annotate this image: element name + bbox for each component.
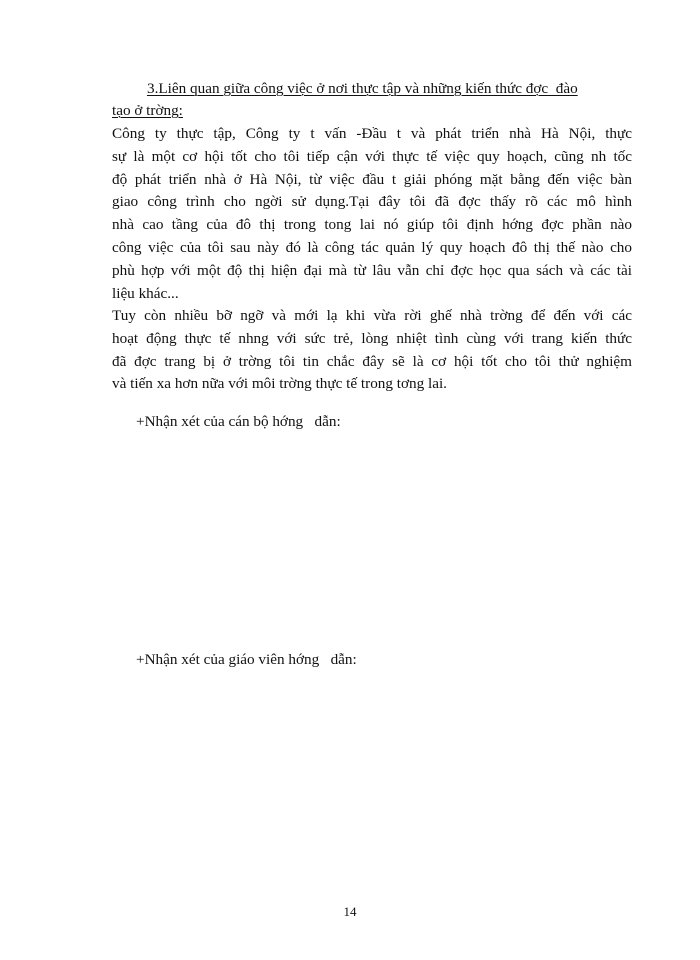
paragraph-line: giao công trình cho ngời sử dụng.Tại đây tôi đã đợc thấy rõ các mô hình xyxy=(112,193,632,211)
paragraph-line: đã đợc trang bị ở trờng tôi tin chắc đây sẽ là cơ hội tốt cho tôi thử nghiệm xyxy=(112,352,632,370)
teacher-comment-label: +Nhận xét của giáo viên hớng dẫn: xyxy=(136,651,357,668)
paragraph-line: độ phát triển nhà ở Hà Nội, từ việc đầu t giải phóng mặt bằng đến việc bàn xyxy=(112,170,632,188)
page-number: 14 xyxy=(343,904,357,919)
paragraph-line: sự là một cơ hội tốt cho tôi tiếp cận với thực tế việc quy hoạch, cũng nh tốc xyxy=(112,147,632,165)
paragraph-line: công việc của tôi sau này đó là công tác quản lý quy hoạch đô thị thế nào cho xyxy=(112,238,632,256)
paragraph-line: nhà cao tầng của đô thị trong tong lai nó giúp tôi định hớng đợc phần nào xyxy=(112,216,632,234)
paragraph-line: phù hợp với một độ thị hiện đại mà từ lâu vẫn chỉ đợc học qua sách và các tài xyxy=(112,261,632,279)
paragraph-experience xyxy=(112,305,632,396)
section-heading-line-2: tạo ở trờng: xyxy=(112,102,183,119)
paragraph-line: Tuy còn nhiều bỡ ngỡ và mới lạ khi vừa rời ghế nhà trờng để đến với các xyxy=(112,307,632,324)
paragraph-line: và tiến xa hơn nữa với môi trờng thực tế trong tơng lai. xyxy=(112,375,447,393)
section-heading-line-1: 3.Liên quan giữa công việc ở nơi thực tập và những kiến thức đợc đào xyxy=(147,80,578,97)
paragraph-line: Công ty thực tập, Công ty t vấn -Đầu t và phát triển nhà Hà Nội, thực xyxy=(112,125,632,142)
paragraph-line: hoạt động thực tế nhng với sức trẻ, lòng nhiệt tình cùng với trang kiến thức xyxy=(112,329,632,347)
paragraph-line: liệu khác... xyxy=(112,284,179,302)
supervisor-comment-label: +Nhận xét của cán bộ hớng dẫn: xyxy=(136,413,341,430)
paragraph-internship-company xyxy=(112,123,632,305)
